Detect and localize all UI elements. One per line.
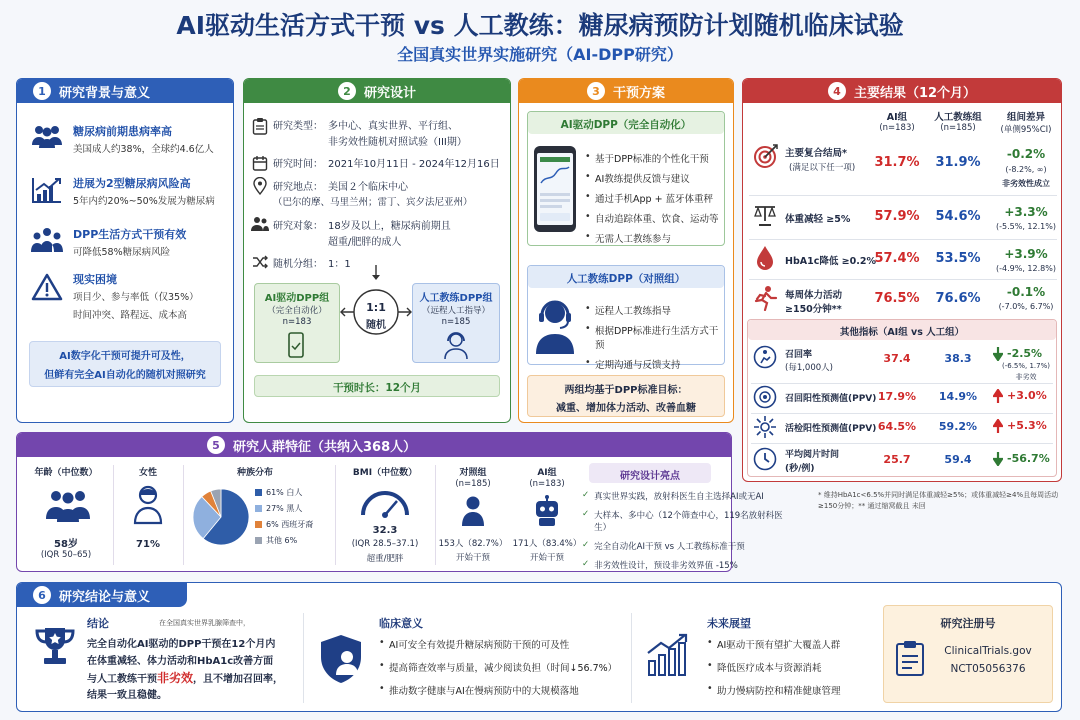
group-icon [31, 226, 63, 254]
design-value: 1：1 [328, 259, 351, 270]
clinical-list [379, 637, 629, 703]
age-label: 年龄（中位数） [34, 468, 98, 478]
design-panel [243, 78, 511, 423]
design-value: 2021年10月11日 - 2024年12月16日 [328, 159, 500, 170]
phone-icon [288, 332, 304, 358]
conclusion-line3: 与人工教练干预非劣效，且不增加召回率， [87, 671, 284, 685]
shuffle-icon [252, 254, 268, 270]
bmi-iqr: (IQR 28.5–37.1) [351, 539, 419, 549]
clipboard-icon [895, 639, 925, 677]
legend-swatch [255, 537, 262, 544]
duration-label: 干预时长：12个月 [332, 382, 422, 394]
legend-swatch [255, 489, 262, 496]
list-item: • AI驱动干预有望扩大覆盖人群 [707, 637, 867, 651]
background-panel [16, 78, 234, 423]
other-diff: +5.3% [1007, 419, 1047, 432]
highlights-list [582, 490, 792, 578]
design-value: 美国２个临床中心 [328, 182, 408, 193]
list-item: • 通过手机App + 蓝牙体重秤 [585, 191, 725, 205]
bg-note-line2: 但鲜有完全AI自动化的随机对照研究 [44, 370, 206, 381]
check-icon: ✓ [582, 540, 590, 550]
people-icon [251, 216, 269, 232]
race-label: 种族分布 [236, 468, 273, 478]
result-diff: -0.2% [1006, 147, 1046, 161]
result-human: 54.6% [935, 209, 981, 224]
other-metrics-title: 其他指标（AI组 vs 人工组） [839, 327, 965, 338]
ai-label: AI组 [537, 468, 557, 478]
ai-n: (n=183) [529, 479, 565, 489]
result-name2: ≥150分钟** [785, 304, 842, 315]
list-item: • 无需人工教练参与 [585, 231, 725, 245]
list-item: • 助力慢病防控和精准健康管理 [707, 683, 867, 697]
result-name2: (满足以下任一项) [789, 163, 856, 173]
bg-item-text: 项目少、参与率低（仅35%） [73, 292, 199, 303]
result-diff: +3.9% [1004, 247, 1048, 261]
design-value: 多中心、真实世界、平行组、 [328, 121, 458, 132]
row-divider [749, 279, 1057, 280]
ai-dpp-head: AI驱动DPP（完全自动化） [560, 119, 692, 131]
bg-note-line1: AI数字化干预可提升可及性， [59, 351, 191, 362]
other-diff: -2.5% [1007, 347, 1043, 360]
highlight-item: ✓ 真实世界实践，放射科医生自主选择AI或无AI [582, 490, 764, 502]
result-name: 每周体力活动 [785, 290, 843, 301]
other-human: 38.3 [944, 352, 972, 365]
age-iqr: (IQR 50–65) [40, 550, 92, 560]
bg-item-head: 进展为2型糖尿病风险高 [73, 177, 191, 190]
registration-line1: ClinicalTrials.gov [944, 645, 1032, 657]
result-human: 53.5% [935, 251, 981, 266]
design-label: 研究时间： [273, 159, 323, 170]
other-name: 召回阳性预测值(PPV) [785, 394, 877, 404]
gauge-icon [359, 487, 411, 519]
recall-icon [753, 345, 777, 369]
bg-item-text2: 时间冲突、路程远、成本高 [73, 310, 188, 321]
highlight-item: ✓ 完全自动化AI干预 vs 人工教练标准干预 [582, 540, 745, 552]
bmi-value: 32.3 [372, 525, 398, 536]
design-value: （巴尔的摩、马里兰州；雷丁、宾夕法尼亚州） [273, 197, 473, 208]
other-ci: (-6.5%, 1.7%) [1001, 362, 1050, 370]
results-panel [742, 78, 1062, 482]
result-ci: (-8.2%, ∞) [1005, 165, 1047, 174]
col-divider [183, 465, 184, 565]
other-human: 14.9% [938, 390, 978, 403]
check-icon: ✓ [582, 490, 590, 500]
col-header-human: 人工教练组 [934, 112, 982, 123]
list-item: • 根据DPP标准进行生活方式干预 [585, 323, 725, 351]
col-header-diff: 组间差异 [1006, 112, 1045, 123]
panel-header: 6 研究结论与意义 [17, 583, 187, 607]
conclusion-head: 结论 [87, 617, 109, 630]
panel-header: 3 干预方案 [519, 79, 733, 103]
ai-group-n: n=183 [282, 317, 312, 327]
result-ci: (-4.9%, 12.8%) [996, 264, 1056, 273]
random-label: 随机 [366, 320, 386, 331]
legend-item [255, 503, 329, 514]
check-icon: ✓ [582, 559, 590, 569]
calendar-icon [252, 155, 268, 171]
other-name: 召回率 [785, 350, 813, 360]
conclusion-line4: 结果一致且稳健。 [87, 690, 167, 701]
col-divider [335, 465, 336, 565]
design-value: 非劣效性随机对照试验（III期） [328, 137, 467, 148]
legend-swatch [255, 521, 262, 528]
people-icon [31, 123, 63, 149]
design-value: 18岁及以上，糖尿病前期且 [328, 221, 451, 232]
conclusion-line2: 在体重减轻、体力活动和HbA1c改善方面 [87, 656, 274, 667]
list-item: • 基于DPP标准的个性化干预 [585, 151, 725, 165]
col-divider [113, 465, 114, 565]
goal-line2: 减重、增加体力活动、改善血糖 [556, 403, 696, 414]
female-value: 71% [136, 539, 160, 550]
result-ai: 76.5% [874, 291, 920, 306]
clock-icon [753, 447, 777, 471]
result-name: HbA1c降低 ≥0.2% [785, 256, 876, 267]
legend-item [255, 487, 329, 498]
ai-dpp-list [585, 151, 725, 251]
goal-line1: 两组均基于DPP标准目标： [564, 385, 688, 396]
bmi-label: BMI（中位数） [352, 468, 418, 478]
list-item: • 自动追踪体重、饮食、运动等 [585, 211, 725, 225]
legend-label: 61% 白人 [266, 488, 303, 497]
legend-item [255, 519, 329, 530]
design-label: 研究类型： [273, 121, 323, 132]
list-item: • 定期沟通与反馈支持 [585, 357, 725, 371]
arrow-down-icon [993, 347, 1003, 361]
headset-coach-icon [535, 297, 575, 355]
female-label: 女性 [138, 468, 157, 478]
arrow-up-icon [993, 419, 1003, 433]
other-diff: -56.7% [1007, 452, 1050, 465]
row-divider [751, 443, 1053, 444]
registration-line2: NCT05056376 [950, 663, 1026, 675]
list-item: • 降低医疗成本与资源消耗 [707, 660, 867, 674]
main-title: AI驱动生活方式干预 vs 人工教练：糖尿病预防计划随机临床试验 [176, 11, 904, 40]
design-value: 超重/肥胖的成人 [328, 237, 402, 248]
list-item: • 提高筛查效率与质量，减少阅读负担（时间↓56.7%） [379, 660, 629, 674]
smartphone-app-icon [533, 145, 577, 233]
human-group-sub: （远程人工指导） [421, 306, 490, 316]
headset-coach-icon [444, 330, 468, 360]
col-header-ai: AI组 [886, 112, 908, 123]
blood-drop-icon [755, 245, 775, 271]
ppv-icon [753, 385, 777, 409]
panel-header: 5 研究人群特征（共纳入368人） [17, 433, 731, 457]
row-divider [749, 239, 1057, 240]
col-header-human-n: (n=185) [940, 123, 976, 133]
ctrl-label: 对照组 [459, 468, 487, 478]
legend-item [255, 535, 329, 546]
other-diff: +3.0% [1007, 389, 1047, 402]
ai-group-sub: （完全自动化） [267, 306, 327, 316]
row-divider [751, 383, 1053, 384]
age-value: 58岁 [54, 539, 78, 550]
other-human: 59.4 [944, 453, 972, 466]
subtitle: 全国真实世界实施研究（AI-DPP研究） [397, 45, 683, 64]
result-ai: 57.4% [874, 251, 920, 266]
other-ai: 25.7 [883, 453, 911, 466]
growth-chart-icon [645, 633, 691, 677]
bg-item-text: 美国成人约38%，全球约4.6亿人 [73, 144, 214, 155]
clinical-head: 临床意义 [379, 617, 423, 630]
other-ci2: 非劣效 [1015, 373, 1037, 381]
arrow-down-icon [993, 452, 1003, 466]
ai-note: 开始干预 [529, 553, 564, 563]
other-ai: 64.5% [877, 420, 917, 433]
trophy-icon [33, 625, 77, 669]
list-item: • 推动数字健康与AI在慢病预防中的大规模落地 [379, 683, 629, 697]
legend-label: 其他 6% [266, 536, 298, 545]
highlight-item: ✓ 非劣效性设计，预设非劣效界值 -15% [582, 559, 738, 571]
bmi-note: 超重/肥胖 [366, 554, 404, 564]
result-human: 76.6% [935, 291, 981, 306]
shield-person-icon [317, 633, 365, 685]
list-item: • AI教练提供反馈与建议 [585, 171, 725, 185]
scale-icon [753, 205, 777, 227]
result-diff: +3.3% [1004, 205, 1048, 219]
ctrl-n: (n=185) [455, 479, 491, 489]
female-icon [133, 485, 163, 525]
bg-item-text: 可降低58%糖尿病风险 [73, 247, 171, 258]
highlights-title: 研究设计亮点 [620, 471, 680, 482]
human-dpp-list [585, 303, 725, 377]
highlight-item: ✓ 大样本、多中心（12个筛查中心，119名放射科医生） [582, 509, 783, 533]
row-divider [751, 413, 1053, 414]
other-ai: 17.9% [877, 390, 917, 403]
target-icon [753, 143, 779, 169]
panel-header: 2 研究设计 [244, 79, 510, 103]
check-icon: ✓ [582, 509, 590, 519]
ctrl-value: 153人（82.7%） [438, 539, 508, 549]
col-divider [303, 613, 304, 703]
col-divider [631, 613, 632, 703]
list-item: • AI可安全有效提升糖尿病预防干预的可及性 [379, 637, 629, 651]
bg-item-head: 糖尿病前期患病率高 [73, 125, 172, 138]
panel-header: 1 研究背景与意义 [17, 79, 233, 103]
other-human: 59.2% [938, 420, 978, 433]
col-header-diff-sub: (单侧95%CI) [1000, 125, 1052, 135]
design-label: 研究地点： [273, 182, 323, 193]
result-name: 体重减轻 ≥5% [785, 214, 851, 225]
conclusion-panel [16, 582, 1062, 712]
runner-icon [753, 285, 779, 311]
biopsy-icon [753, 415, 777, 439]
result-extra: 非劣效性成立 [1002, 179, 1050, 188]
design-label: 随机分组： [273, 259, 323, 270]
future-head: 未来展望 [707, 617, 751, 630]
registration-head: 研究注册号 [940, 617, 996, 630]
person-icon [461, 495, 485, 527]
human-dpp-head: 人工教练DPP（对照组） [566, 273, 686, 285]
warning-icon [31, 273, 63, 301]
other-name2: (每1,000人) [785, 363, 833, 373]
human-group-title: 人工教练DPP组 [419, 293, 493, 304]
ai-group-title: AI驱动DPP组 [264, 293, 330, 304]
robot-icon [533, 495, 561, 527]
footnote: * 维持HbA1c<6.5%并同时满足体重减轻≥5%；或体重减轻≥4%且每周活动≥150分钟；** 通过缩窝截且 未回 [818, 491, 1059, 511]
panel-header: 4 主要结果（12个月） [743, 79, 1061, 103]
other-ai: 37.4 [883, 352, 911, 365]
result-diff: -0.1% [1006, 285, 1046, 299]
ctrl-note: 开始干预 [455, 553, 490, 563]
race-legend [255, 487, 329, 551]
list-item: • 远程人工教练指导 [585, 303, 725, 317]
conclusion-note: 在全国真实世界乳腺筛查中， [159, 619, 250, 627]
people-icon [45, 489, 91, 523]
race-pie-chart [191, 487, 251, 547]
trend-chart-icon [31, 176, 63, 204]
result-ci: (-5.5%, 12.1%) [996, 222, 1056, 231]
bg-item-text: 5年内约20%~50%发展为糖尿病 [73, 196, 215, 207]
clipboard-icon [252, 117, 268, 135]
other-name: 活检阳性预测值(PPV) [785, 424, 877, 434]
future-list [707, 637, 867, 703]
result-name: 主要复合结局* [785, 148, 847, 159]
bg-item-head: 现实困境 [73, 273, 117, 286]
other-name2: (秒/例) [785, 464, 815, 474]
design-label: 研究对象： [273, 221, 323, 232]
row-divider [749, 195, 1057, 196]
intervention-panel [518, 78, 734, 423]
col-divider [435, 465, 436, 565]
legend-label: 6% 西班牙裔 [266, 520, 314, 529]
ratio-label: 1:1 [366, 301, 386, 314]
arrow-up-icon [993, 389, 1003, 403]
location-icon [253, 177, 267, 195]
legend-label: 27% 黑人 [266, 504, 303, 513]
result-ai: 57.9% [874, 209, 920, 224]
col-header-ai-n: (n=183) [879, 123, 915, 133]
human-group-n: n=185 [441, 317, 471, 327]
result-ai: 31.7% [874, 155, 920, 170]
bg-item-head: DPP生活方式干预有效 [73, 228, 187, 241]
other-name: 平均阅片时间 [785, 450, 840, 460]
conclusion-line1: 完全自动化AI驱动的DPP干预在12个月内 [87, 639, 276, 650]
ai-value: 171人（83.4%） [512, 539, 582, 549]
result-human: 31.9% [935, 155, 981, 170]
result-ci: (-7.0%, 6.7%) [998, 302, 1054, 311]
legend-swatch [255, 505, 262, 512]
